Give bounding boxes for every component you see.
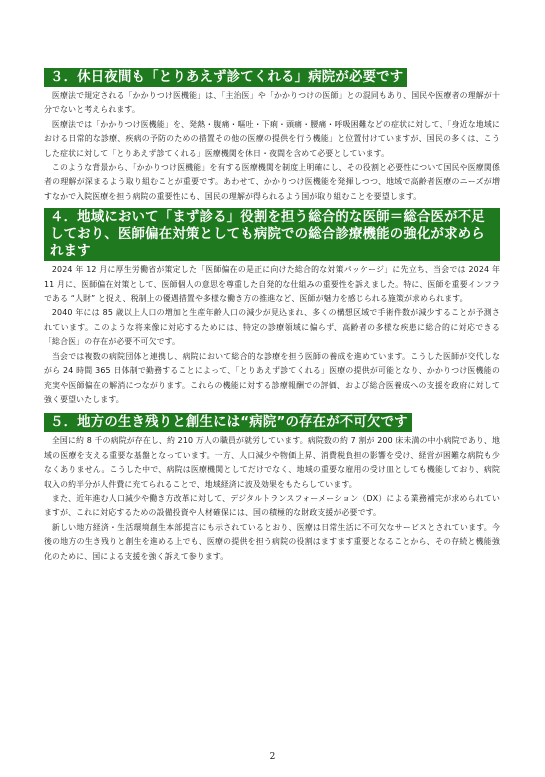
- paragraph: 医療法では「かかりつけ医機能」を、発熱・腹痛・嘔吐・下痢・頭痛・腰痛・呼吸困難などの症状に対して、「身近な地域における日常的な診療、疾病の予防のための措置その他の医療の提供を行う機能」と位置付けていますが、国民の多くは、こうした症状に対して「とりあえず診てくれる」医療機関を休日・夜間を含めて必要としています。: [44, 119, 500, 158]
- paragraph: 2024 年 12 月に厚生労働省が策定した「医師偏在の是正に向けた総合的な対策パッケージ」に先立ち、当会では 2024 年 11 月に、医師偏在対策として、医師個人の意思を尊重した自発的な仕組みの重要性を訴えました。特に、医師を重要インフラである “人財” と捉え、税制上の優遇措置や多様な働き方の推進など、医師が魅力を感じられる施策が求められます。: [44, 265, 500, 304]
- section-5: [44, 411, 500, 564]
- paragraph: 2040 年には 85 歳以上人口の増加と生産年齢人口の減少が見込まれ、多くの構想区域で手術件数が減少することが予測されています。このような将来像に対応するためには、特定の診療領域に偏らず、高齢者の多様な疾患に総合的に対応できる「総合医」の存在が必要不可欠です。: [44, 308, 500, 347]
- document-body: [44, 66, 500, 568]
- paragraph: このような背景から、「かかりつけ医機能」を有する医療機関を制度上明確にし、その役割と必要性について国民や医療関係者の理解が深まるよう取り組むことが重要です。あわせて、かかりつけ医機能を発揮しつつ、地域で高齢者医療のニーズが増すなかで入院医療を担う病院の重要性にも、国民の理解が得られるよう国が取り組むことを要望します。: [44, 163, 500, 201]
- paragraph: また、近年進む人口減少や働き方改革に対して、デジタルトランスフォーメーション（DX）による業務補完が求められていますが、これに対応するための設備投資や人材確保には、国の積極的な財政支援が必要です。: [44, 493, 500, 518]
- section-3: [44, 66, 500, 204]
- section-heading: ３．休日夜間も「とりあえず診てくれる」病院が必要です: [44, 68, 407, 87]
- paragraph: 当会では複数の病院団体と連携し、病院において総合的な診療を担う医師の養成を進めています。こうした医師が交代しながら 24 時間 365 日体制で勤務することによって、「とりあえず診てくれる」医療の提供が可能となり、かかりつけ医機能の充実や医師偏在の解消につながります。これらの機能に対する診療報酬での評価、および総合医養成への支援を政府に対して強く要望いたします。: [44, 351, 500, 404]
- section-heading: ４．地域において「まず診る」役割を担う総合的な医師＝総合医が不足しており、医師偏在対策としても病院での総合診療機能の強化が求められます: [44, 208, 500, 261]
- paragraph: 医療法で規定される「かかりつけ医機能」は、「主治医」や「かかりつけの医師」との混同もあり、国民や医療者の理解が十分でないと考えられます。: [44, 91, 500, 115]
- paragraph: 新しい地方経済・生活環境創生本部提言にも示されているとおり、医療は日常生活に不可欠なサービスとされています。今後の地方の生き残りと創生を進める上でも、医療の提供を担う病院の役割はますます重要となることから、その存続と機能強化のために、国による支援を強く訴えて参ります。: [44, 522, 500, 561]
- paragraph: 全国に約 8 千の病院が存在し、約 210 万人の職員が就労しています。病院数の約 7 割が 200 床未満の中小病院であり、地域の医療を支える重要な基盤となっています。一方、人口減少や物価上昇、消費税負担の影響を受け、経営が困難な病院も少なくありません。こうした中で、病院は医療機関としてだけでなく、地域の重要な雇用の受け皿としても機能しており、病院収入の約半分が人件費に充てられることで、地域経済に波及効果をもたらしています。: [44, 436, 500, 489]
- section-heading: ５．地方の生き残りと創生には“病院”の存在が不可欠です: [44, 413, 412, 432]
- section-4: [44, 208, 500, 407]
- page-number: 2: [269, 752, 276, 762]
